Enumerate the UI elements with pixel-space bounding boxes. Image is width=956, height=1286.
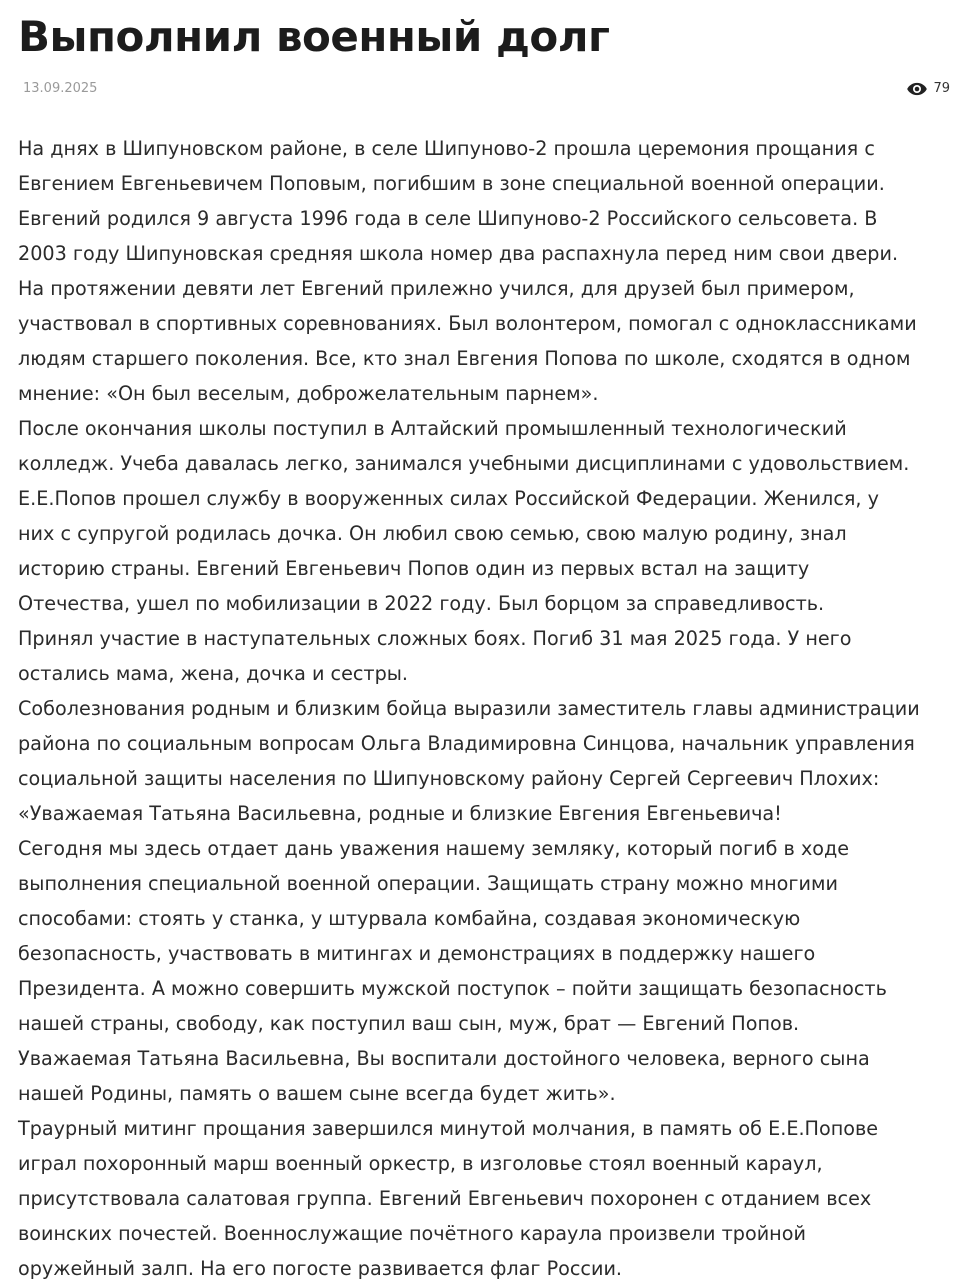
body-line: 2003 году Шипуновская средняя школа номер два распахнула перед ним свои двери. [18, 242, 899, 265]
body-line: Сегодня мы здесь отдает дань уважения нашему земляку, который погиб в ходе [18, 837, 850, 860]
publish-date: 13.09.2025 [23, 81, 98, 96]
body-line: оружейный залп. На его погосте развивается флаг России. [18, 1257, 623, 1280]
body-line: Е.Е.Попов прошел службу в вооруженных силах Российской Федерации. Женился, у [18, 487, 879, 510]
article-meta [0, 78, 956, 100]
body-line: колледж. Учеба давалась легко, занимался учебными дисциплинами с удовольствием. [18, 452, 910, 475]
view-counter [906, 78, 950, 100]
body-line: выполнения специальной военной операции. Защищать страну можно многими [18, 872, 838, 895]
body-line: района по социальным вопросам Ольга Владимировна Синцова, начальник управления [18, 732, 915, 755]
body-line: «Уважаемая Татьяна Васильевна, родные и близкие Евгения Евгеньевича! [18, 802, 782, 825]
body-line: Принял участие в наступательных сложных боях. Погиб 31 мая 2025 года. У него [18, 627, 852, 650]
body-line: Отечества, ушел по мобилизации в 2022 году. Был борцом за справедливость. [18, 592, 825, 615]
body-line: безопасность, участвовать в митингах и демонстрациях в поддержку нашего [18, 942, 816, 965]
body-line: социальной защиты населения по Шипуновскому району Сергей Сергеевич Плохих: [18, 767, 880, 790]
body-line: историю страны. Евгений Евгеньевич Попов один из первых встал на защиту [18, 557, 810, 580]
article-title: Выполнил военный долг [18, 12, 610, 61]
body-line: нашей Родины, память о вашем сыне всегда будет жить». [18, 1082, 616, 1105]
view-count: 79 [933, 81, 950, 96]
body-line: присутствовала салатовая группа. Евгений Евгеньевич похоронен с отданием всех [18, 1187, 872, 1210]
body-line: нашей страны, свободу, как поступил ваш сын, муж, брат — Евгений Попов. [18, 1012, 800, 1035]
body-line: Соболезнования родным и близким бойца выразили заместитель главы администрации [18, 697, 920, 720]
body-line: Евгением Евгеньевичем Поповым, погибшим в зоне специальной военной операции. [18, 172, 885, 195]
body-line: остались мама, жена, дочка и сестры. [18, 662, 409, 685]
body-line: На днях в Шипуновском районе, в селе Шипуново-2 прошла церемония прощания с [18, 137, 875, 160]
body-line: участвовал в спортивных соревнованиях. Был волонтером, помогал с одноклассниками [18, 312, 917, 335]
body-line: них с супругой родилась дочка. Он любил свою семью, свою малую родину, знал [18, 522, 847, 545]
body-line: Президента. А можно совершить мужской поступок – пойти защищать безопасность [18, 977, 887, 1000]
body-line: Траурный митинг прощания завершился минутой молчания, в память об Е.Е.Попове [18, 1117, 879, 1140]
body-line: Евгений родился 9 августа 1996 года в селе Шипуново-2 Российского сельсовета. В [18, 207, 878, 230]
body-line: воинских почестей. Военнослужащие почётного караула произвели тройной [18, 1222, 806, 1245]
body-line: способами: стоять у станка, у штурвала комбайна, создавая экономическую [18, 907, 801, 930]
eye-icon [906, 82, 928, 96]
article-body [18, 131, 953, 1286]
body-line: Уважаемая Татьяна Васильевна, Вы воспитали достойного человека, верного сына [18, 1047, 870, 1070]
body-line: людям старшего поколения. Все, кто знал Евгения Попова по школе, сходятся в одном [18, 347, 911, 370]
body-line: После окончания школы поступил в Алтайский промышленный технологический [18, 417, 847, 440]
body-line: На протяжении девяти лет Евгений прилежно учился, для друзей был примером, [18, 277, 855, 300]
body-line: мнение: «Он был веселым, доброжелательным парнем». [18, 382, 599, 405]
body-line: играл похоронный марш военный оркестр, в изголовье стоял военный караул, [18, 1152, 823, 1175]
